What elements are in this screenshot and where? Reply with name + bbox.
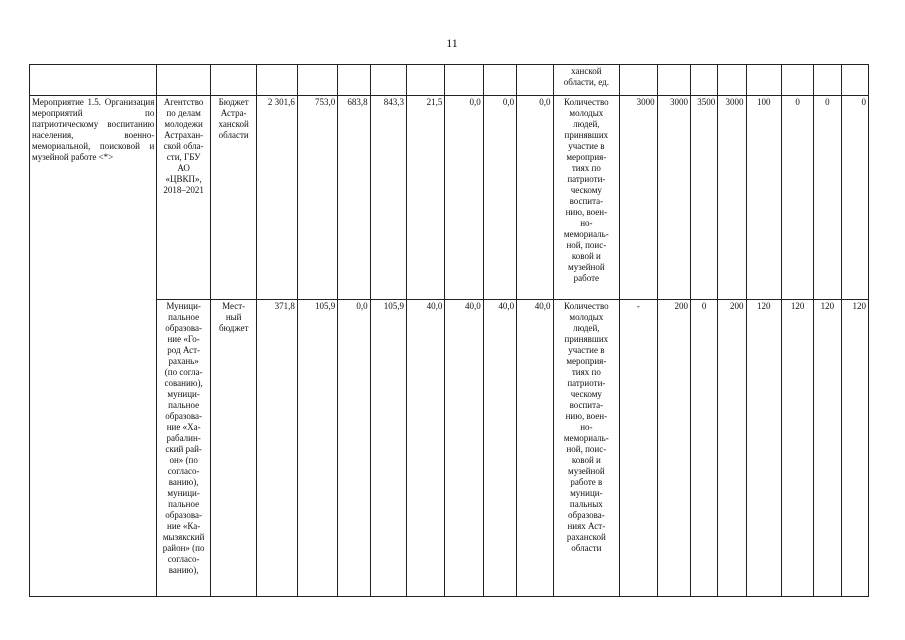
target-value-cell: 3000 xyxy=(620,96,657,300)
finance-year-cell: 753,0 xyxy=(297,96,337,300)
target-value-cell: 200 xyxy=(718,300,746,597)
target-value-cell: 120 xyxy=(841,300,868,597)
target-value-cell: 3000 xyxy=(718,96,746,300)
program-table-wrapper xyxy=(29,64,869,597)
target-value-cell: 100 xyxy=(746,96,781,300)
target-value-cell: 3000 xyxy=(657,96,690,300)
finance-total-cell: 2 301,6 xyxy=(257,96,297,300)
cell-empty xyxy=(445,65,483,96)
activity-name-cell: Мероприятие 1.5. Организация мероприятий по патриотическому воспитанию населения, военно-мемориальной, поисковой и музейной работе <*> xyxy=(30,96,157,597)
finance-year-cell: 0,0 xyxy=(483,96,516,300)
finance-year-cell: 0,0 xyxy=(338,300,370,597)
indicator-cell: Количество молодых людей, принявших участие в мероприя- тиях по патриоти- ческому воспита- нию, воен- но- мемориаль- ной, поис- ковой и музейной работе xyxy=(553,96,620,300)
cell-empty xyxy=(30,65,157,96)
indicator-cell: Количество молодых людей, принявших участие в мероприя- тиях по патриоти- ческому воспита- нию, воен- но- мемориаль- ной, поис- ковой и музейной работе в муници- пальных образова- ниях Аст- раханской области xyxy=(553,300,620,597)
cell-empty xyxy=(690,65,717,96)
target-value-cell: 3500 xyxy=(690,96,717,300)
finance-total-cell: 371,8 xyxy=(257,300,297,597)
finance-year-cell: 843,3 xyxy=(370,96,406,300)
target-value-cell: 0 xyxy=(841,96,868,300)
program-table xyxy=(29,64,869,597)
finance-year-cell: 0,0 xyxy=(445,96,483,300)
executor-cell: Муници- пальное образова- ние «Го- род Аст- рахань» (по согла- сованию), муници- пальное образова- ние «Ха- рабалин- ский рай- он» (по согласо- ванию), муници- пальное образова- ние «Ка- мызякский район» (по согласо- ванию), xyxy=(157,300,211,597)
executor-cell: Агентство по делам молодежи Астрахан- ской обла- сти, ГБУ АО «ЦВКП», 2018–2021 xyxy=(157,96,211,300)
cell-empty xyxy=(620,65,657,96)
cell-empty xyxy=(781,65,813,96)
cell-empty xyxy=(297,65,337,96)
target-value-cell: - xyxy=(620,300,657,597)
target-value-cell: 120 xyxy=(746,300,781,597)
cell-empty xyxy=(257,65,297,96)
cell-empty xyxy=(657,65,690,96)
target-value-cell: 120 xyxy=(781,300,813,597)
cell-empty xyxy=(406,65,444,96)
target-value-cell: 0 xyxy=(814,96,841,300)
finance-year-cell: 683,8 xyxy=(338,96,370,300)
table-row xyxy=(30,96,869,300)
cell-empty xyxy=(746,65,781,96)
funding-source-cell: Бюджет Астра- ханской области xyxy=(210,96,256,300)
cell-empty xyxy=(483,65,516,96)
finance-year-cell: 21,5 xyxy=(406,96,444,300)
cell-empty xyxy=(157,65,211,96)
cell-empty xyxy=(814,65,841,96)
finance-year-cell: 40,0 xyxy=(483,300,516,597)
cell-empty xyxy=(370,65,406,96)
target-value-cell: 0 xyxy=(781,96,813,300)
cell-empty xyxy=(338,65,370,96)
finance-year-cell: 105,9 xyxy=(297,300,337,597)
finance-year-cell: 40,0 xyxy=(517,300,553,597)
finance-year-cell: 0,0 xyxy=(517,96,553,300)
target-value-cell: 200 xyxy=(657,300,690,597)
indicator-cell-continued: ханской области, ед. xyxy=(553,65,620,96)
page-number: 11 xyxy=(446,36,458,50)
finance-year-cell: 40,0 xyxy=(445,300,483,597)
cell-empty xyxy=(517,65,553,96)
cell-empty xyxy=(210,65,256,96)
funding-source-cell: Мест- ный бюджет xyxy=(210,300,256,597)
finance-year-cell: 40,0 xyxy=(406,300,444,597)
target-value-cell: 0 xyxy=(690,300,717,597)
finance-year-cell: 105,9 xyxy=(370,300,406,597)
table-row-continuation xyxy=(30,65,869,96)
cell-empty xyxy=(718,65,746,96)
target-value-cell: 120 xyxy=(814,300,841,597)
cell-empty xyxy=(841,65,868,96)
